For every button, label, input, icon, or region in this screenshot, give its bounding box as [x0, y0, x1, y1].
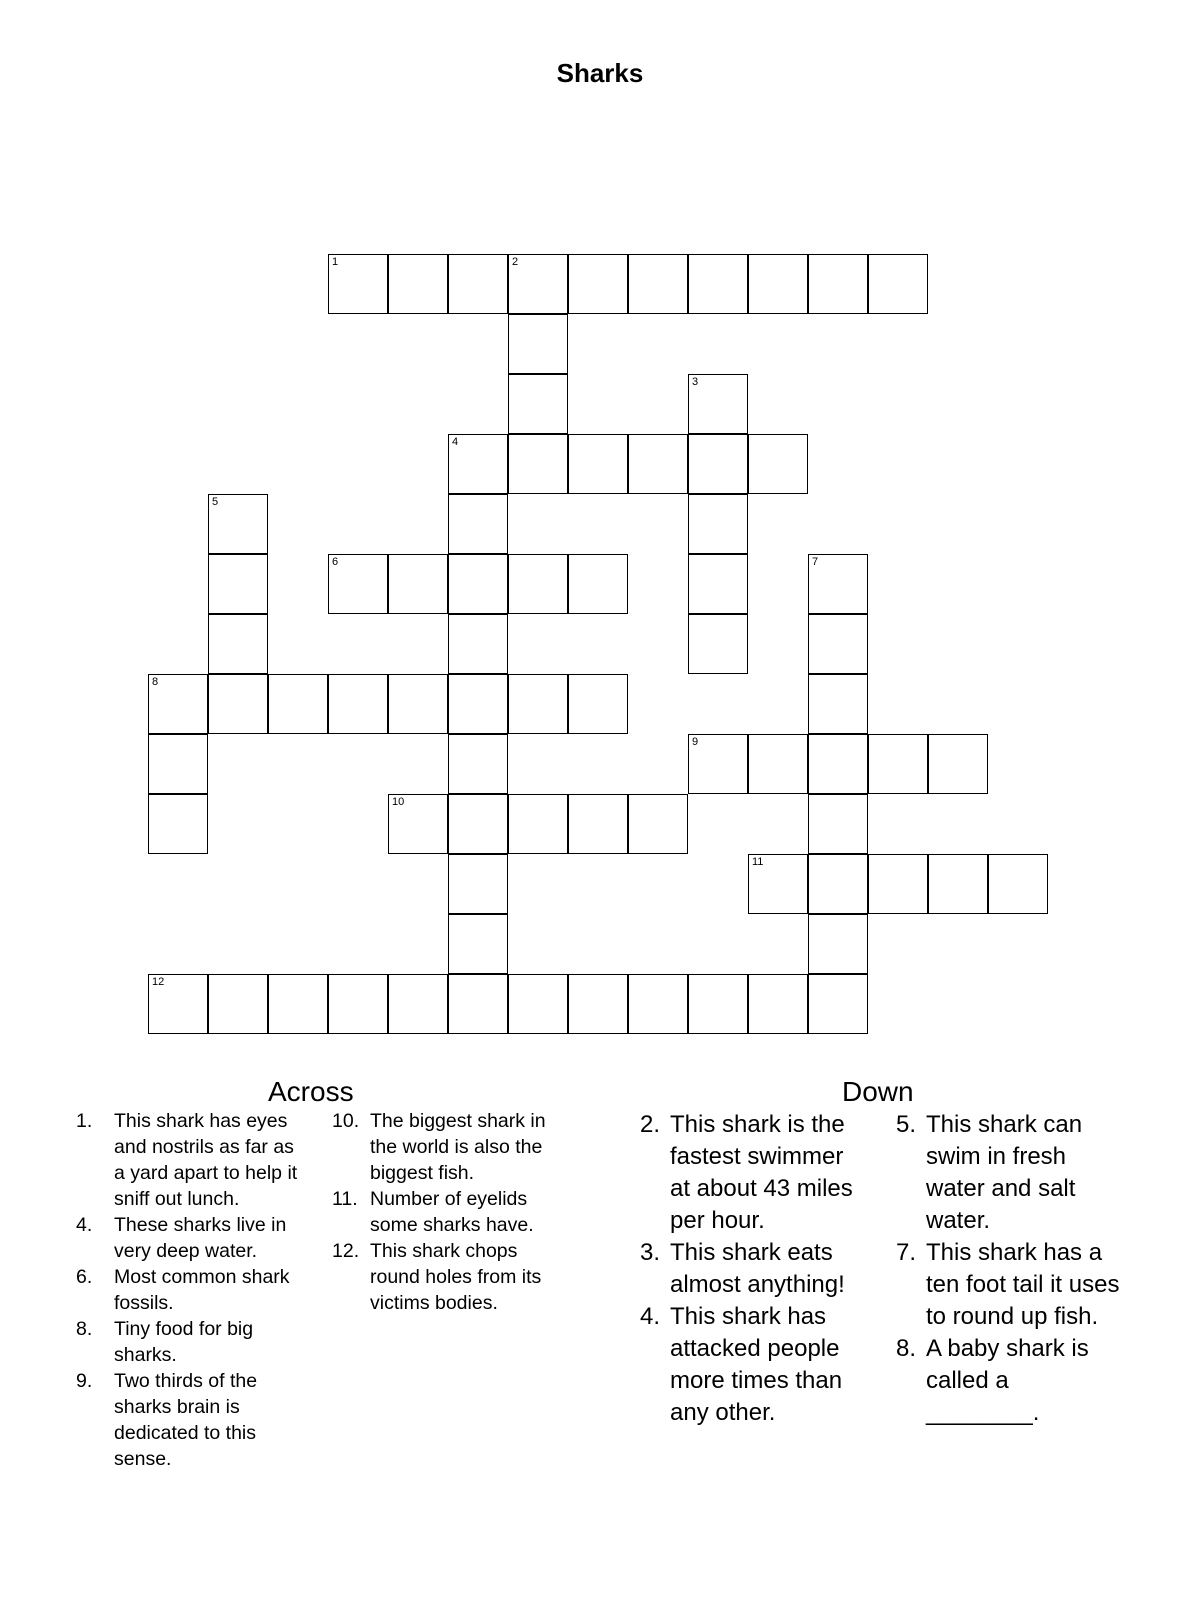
grid-cell[interactable]	[748, 854, 808, 914]
grid-cell[interactable]	[448, 854, 508, 914]
grid-cell[interactable]	[688, 734, 748, 794]
grid-cell[interactable]	[868, 254, 928, 314]
grid-cell[interactable]	[208, 674, 268, 734]
grid-cell[interactable]	[508, 314, 568, 374]
grid-cell[interactable]	[508, 794, 568, 854]
grid-cell[interactable]	[808, 794, 868, 854]
grid-cell[interactable]	[148, 974, 208, 1034]
grid-cell[interactable]	[808, 614, 868, 674]
grid-cell[interactable]	[508, 374, 568, 434]
grid-cell[interactable]	[508, 674, 568, 734]
grid-cell[interactable]	[748, 254, 808, 314]
grid-cell[interactable]	[448, 734, 508, 794]
grid-cell[interactable]	[448, 254, 508, 314]
grid-cell[interactable]	[388, 554, 448, 614]
grid-cell[interactable]	[568, 794, 628, 854]
grid-cell[interactable]	[568, 434, 628, 494]
clue-down-5: 5. This shark can swim in fresh water and salt water.	[896, 1111, 1083, 1234]
grid-cell[interactable]	[808, 914, 868, 974]
grid-cell[interactable]	[688, 974, 748, 1034]
grid-cell[interactable]	[988, 854, 1048, 914]
grid-cell-number: 11	[752, 856, 764, 868]
grid-cell[interactable]	[448, 434, 508, 494]
grid-cell[interactable]	[748, 734, 808, 794]
grid-cell[interactable]	[208, 554, 268, 614]
grid-cell[interactable]	[448, 494, 508, 554]
grid-cell[interactable]	[628, 974, 688, 1034]
clue-across-1: 1. This shark has eyes and nostrils as far as a yard apart to help it sniff out lunch.	[76, 1110, 298, 1210]
grid-cell[interactable]	[748, 434, 808, 494]
clue-down-2: 2. This shark is the fastest swimmer at about 43 miles per hour.	[640, 1111, 853, 1234]
grid-cell[interactable]	[448, 554, 508, 614]
grid-cell[interactable]	[328, 554, 388, 614]
grid-cell-number: 1	[332, 256, 339, 268]
grid-cell[interactable]	[628, 434, 688, 494]
grid-cell[interactable]	[448, 794, 508, 854]
grid-cell[interactable]	[808, 254, 868, 314]
grid-cell[interactable]	[148, 734, 208, 794]
grid-cell[interactable]	[928, 854, 988, 914]
down-clues-column-2	[896, 1109, 1126, 1429]
grid-cell[interactable]	[568, 254, 628, 314]
grid-cell[interactable]	[448, 974, 508, 1034]
grid-cell-number: 5	[212, 496, 219, 508]
across-clues-column-2	[332, 1108, 562, 1316]
grid-cell[interactable]	[868, 734, 928, 794]
clue-down-7: 7. This shark has a ten foot tail it uses to round up fish.	[896, 1239, 1120, 1330]
grid-cell[interactable]	[388, 794, 448, 854]
grid-cell[interactable]	[268, 974, 328, 1034]
grid-cell[interactable]	[628, 254, 688, 314]
grid-cell[interactable]	[388, 974, 448, 1034]
clue-across-6: 6. Most common shark fossils.	[76, 1266, 290, 1314]
clue-across-4: 4. These sharks live in very deep water.	[76, 1214, 287, 1262]
grid-cell-number: 6	[332, 556, 339, 568]
grid-cell[interactable]	[688, 434, 748, 494]
grid-cell[interactable]	[328, 974, 388, 1034]
grid-cell[interactable]	[748, 974, 808, 1034]
grid-cell[interactable]	[688, 494, 748, 554]
grid-cell[interactable]	[208, 614, 268, 674]
grid-cell[interactable]	[808, 854, 868, 914]
grid-cell[interactable]	[688, 614, 748, 674]
grid-cell[interactable]	[208, 494, 268, 554]
clue-across-11: 11. Number of eyelids some sharks have.	[332, 1188, 534, 1236]
grid-cell[interactable]	[328, 674, 388, 734]
clue-across-12: 12. This shark chops round holes from its victims bodies.	[332, 1240, 542, 1314]
across-heading: Across	[268, 1076, 354, 1107]
grid-cell[interactable]	[328, 254, 388, 314]
across-clues-column-1	[76, 1108, 306, 1472]
grid-cell[interactable]	[448, 614, 508, 674]
grid-cell[interactable]	[628, 794, 688, 854]
clue-down-8: 8. A baby shark is called a ________.	[896, 1335, 1089, 1426]
clue-across-8: 8. Tiny food for big sharks.	[76, 1318, 254, 1366]
grid-cell[interactable]	[808, 734, 868, 794]
grid-cell-number: 7	[812, 556, 819, 568]
grid-cell-number: 8	[152, 676, 159, 688]
clue-across-10: 10. The biggest shark in the world is also the biggest fish.	[332, 1110, 546, 1184]
grid-cell[interactable]	[688, 254, 748, 314]
page-title: Sharks	[556, 58, 644, 88]
grid-cell[interactable]	[508, 434, 568, 494]
grid-cell[interactable]	[568, 974, 628, 1034]
grid-cell[interactable]	[268, 674, 328, 734]
grid-cell-number: 3	[692, 376, 699, 388]
grid-cell[interactable]	[448, 914, 508, 974]
clue-across-9: 9. Two thirds of the sharks brain is dedicated to this sense.	[76, 1370, 258, 1470]
grid-cell-number: 2	[512, 256, 519, 268]
clue-down-3: 3. This shark eats almost anything!	[640, 1239, 845, 1298]
grid-cell-number: 4	[452, 436, 459, 448]
grid-cell[interactable]	[568, 554, 628, 614]
grid-cell[interactable]	[148, 794, 208, 854]
grid-cell[interactable]	[508, 554, 568, 614]
grid-cell[interactable]	[808, 674, 868, 734]
grid-cell[interactable]	[688, 554, 748, 614]
grid-cell-number: 9	[692, 736, 699, 748]
grid-cell[interactable]	[808, 554, 868, 614]
grid-cell[interactable]	[448, 674, 508, 734]
grid-cell[interactable]	[508, 254, 568, 314]
down-heading: Down	[842, 1076, 914, 1107]
grid-cell[interactable]	[208, 974, 268, 1034]
grid-cell-number: 10	[392, 796, 405, 808]
grid-cell[interactable]	[388, 674, 448, 734]
grid-cell[interactable]	[568, 674, 628, 734]
down-clues-column-1	[640, 1109, 870, 1429]
grid-cell[interactable]	[808, 974, 868, 1034]
clue-down-4: 4. This shark has attacked people more times than any other.	[640, 1303, 843, 1426]
grid-cell[interactable]	[688, 374, 748, 434]
grid-cell[interactable]	[508, 974, 568, 1034]
grid-cell-number: 12	[152, 976, 165, 988]
grid-cell[interactable]	[388, 254, 448, 314]
grid-cell[interactable]	[928, 734, 988, 794]
grid-cell[interactable]	[148, 674, 208, 734]
grid-cell[interactable]	[868, 854, 928, 914]
